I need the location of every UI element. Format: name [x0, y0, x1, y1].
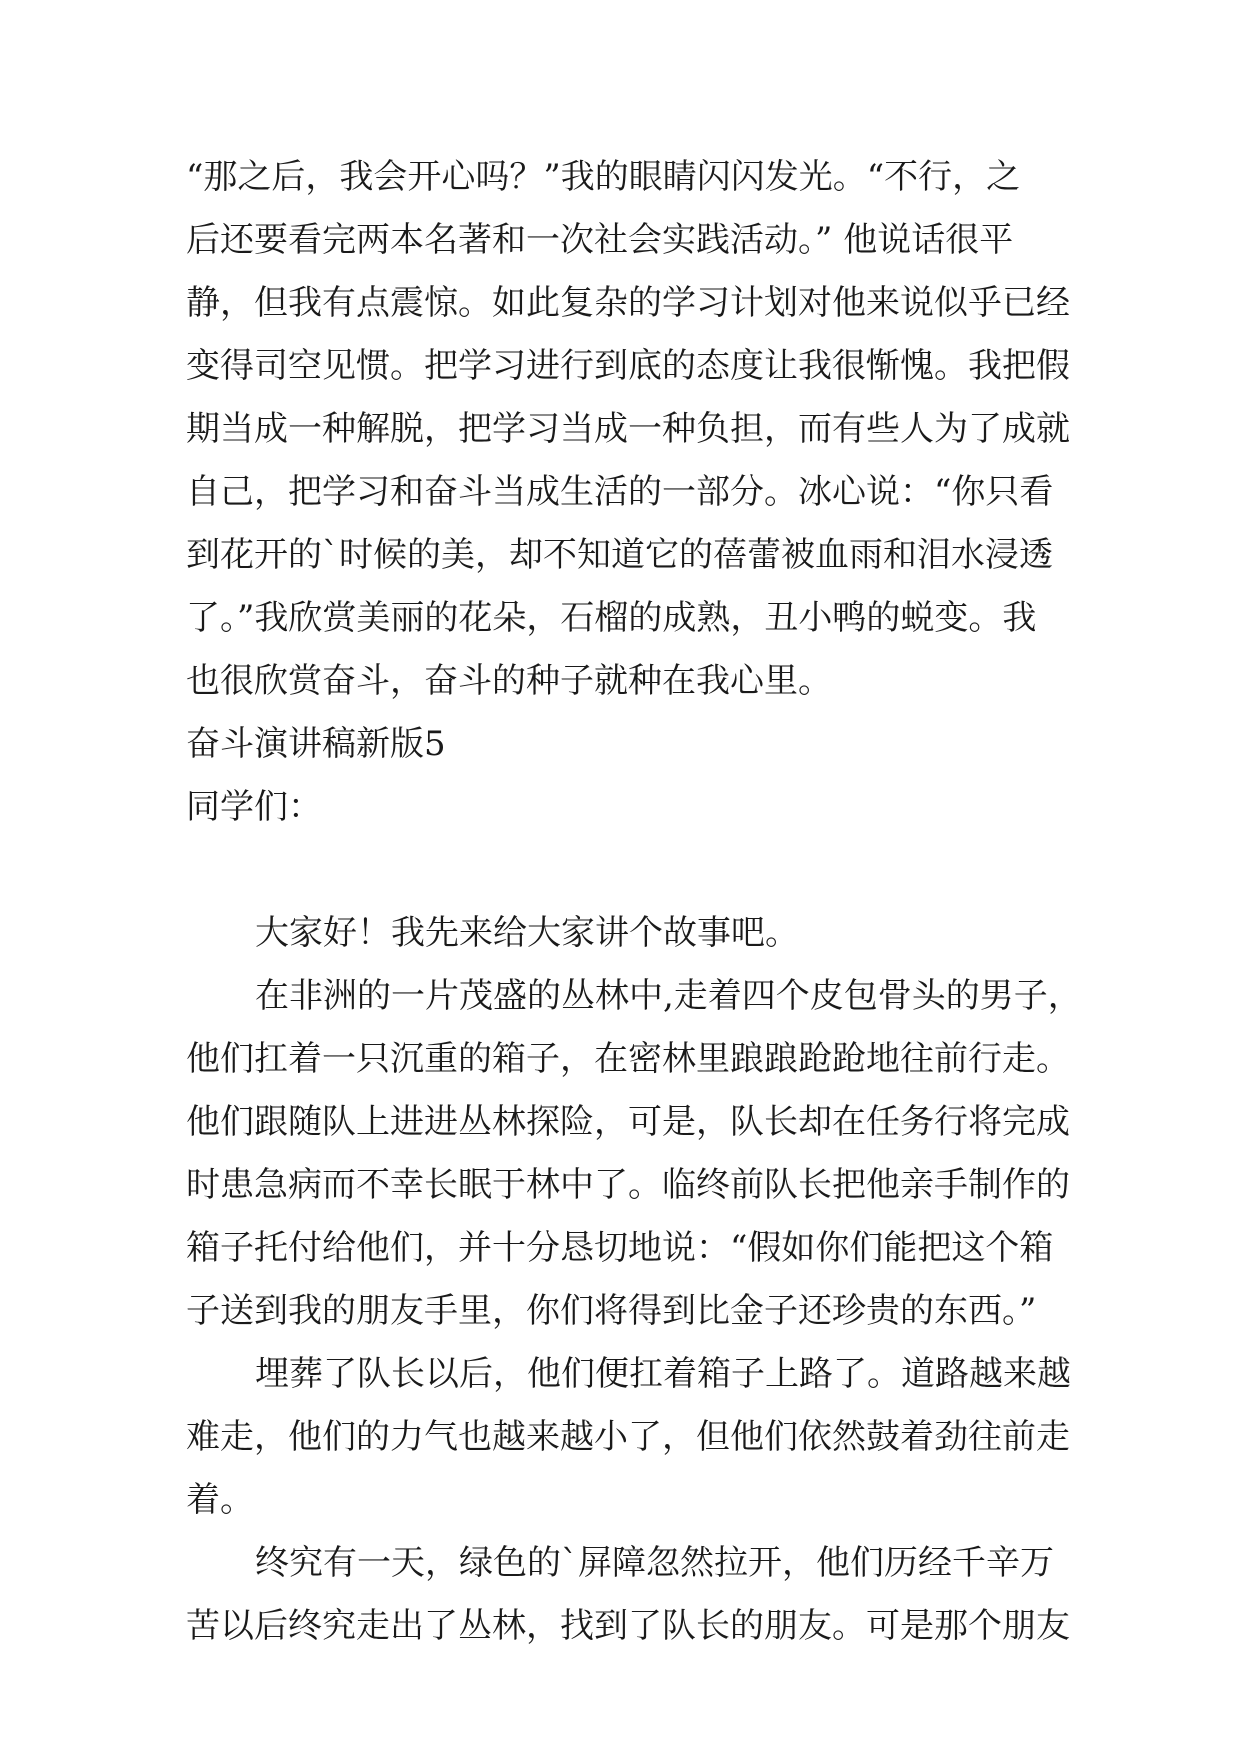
text-line: 他们跟随队上进进丛林探险，可是，队长却在任务行将完成: [186, 1102, 1070, 1142]
text-line: 时患急病而不幸长眠于林中了。临终前队长把他亲手制作的: [186, 1165, 1070, 1205]
text-line: 大家好！我先来给大家讲个故事吧。: [255, 913, 799, 953]
text-line: 变得司空见惯。把学习进行到底的态度让我很惭愧。我把假: [186, 346, 1070, 386]
text-line: 终究有一天，绿色的`屏障忽然拉开，他们历经千辛万: [255, 1543, 1054, 1583]
section-title: 奋斗演讲稿新版5: [186, 724, 446, 764]
text-line: 到花开的`时候的美，却不知道它的蓓蕾被血雨和泪水浸透: [186, 535, 1053, 575]
text-line: 他们扛着一只沉重的箱子，在密林里踉踉跄跄地往前行走。: [186, 1039, 1070, 1079]
paragraph-story-2: [186, 1343, 1071, 1532]
text-line: 着。: [186, 1480, 254, 1520]
text-line: 期当成一种解脱，把学习当成一种负担，而有些人为了成就: [186, 409, 1070, 449]
text-line: 难走，他们的力气也越来越小了，但他们依然鼓着劲往前走: [186, 1417, 1070, 1457]
continuation-paragraph: [186, 146, 1070, 713]
paragraph-intro: [186, 902, 1056, 965]
blank-line: [186, 839, 1056, 902]
text-line: 子送到我的朋友手里，你们将得到比金子还珍贵的东西。”: [186, 1291, 1037, 1331]
greeting: 同学们：: [186, 787, 322, 827]
paragraph-story-1: [186, 965, 1082, 1343]
paragraph-story-3: [186, 1532, 1070, 1658]
text-line: 自己，把学习和奋斗当成生活的一部分。冰心说：“你只看: [186, 472, 1054, 512]
document-body: [186, 146, 1082, 1658]
text-line: 后还要看完两本名著和一次社会实践活动。” 他说话很平: [186, 220, 1014, 260]
text-line: 埋葬了队长以后，他们便扛着箱子上路了。道路越来越: [255, 1354, 1071, 1394]
text-line: 也很欣赏奋斗，奋斗的种子就种在我心里。: [186, 661, 832, 701]
text-line: 在非洲的一片茂盛的丛林中,走着四个皮包骨头的男子，: [255, 976, 1082, 1016]
text-line: 箱子托付给他们，并十分恳切地说：“假如你们能把这个箱: [186, 1228, 1054, 1268]
text-line: 静，但我有点震惊。如此复杂的学习计划对他来说似乎已经: [186, 283, 1070, 323]
text-line: 苦以后终究走出了丛林，找到了队长的朋友。可是那个朋友: [186, 1606, 1070, 1646]
text-line: “那之后，我会开心吗？”我的眼睛闪闪发光。“不行，之: [186, 157, 1021, 197]
text-line: 了。”我欣赏美丽的花朵，石榴的成熟，丑小鸭的蜕变。我: [186, 598, 1037, 638]
